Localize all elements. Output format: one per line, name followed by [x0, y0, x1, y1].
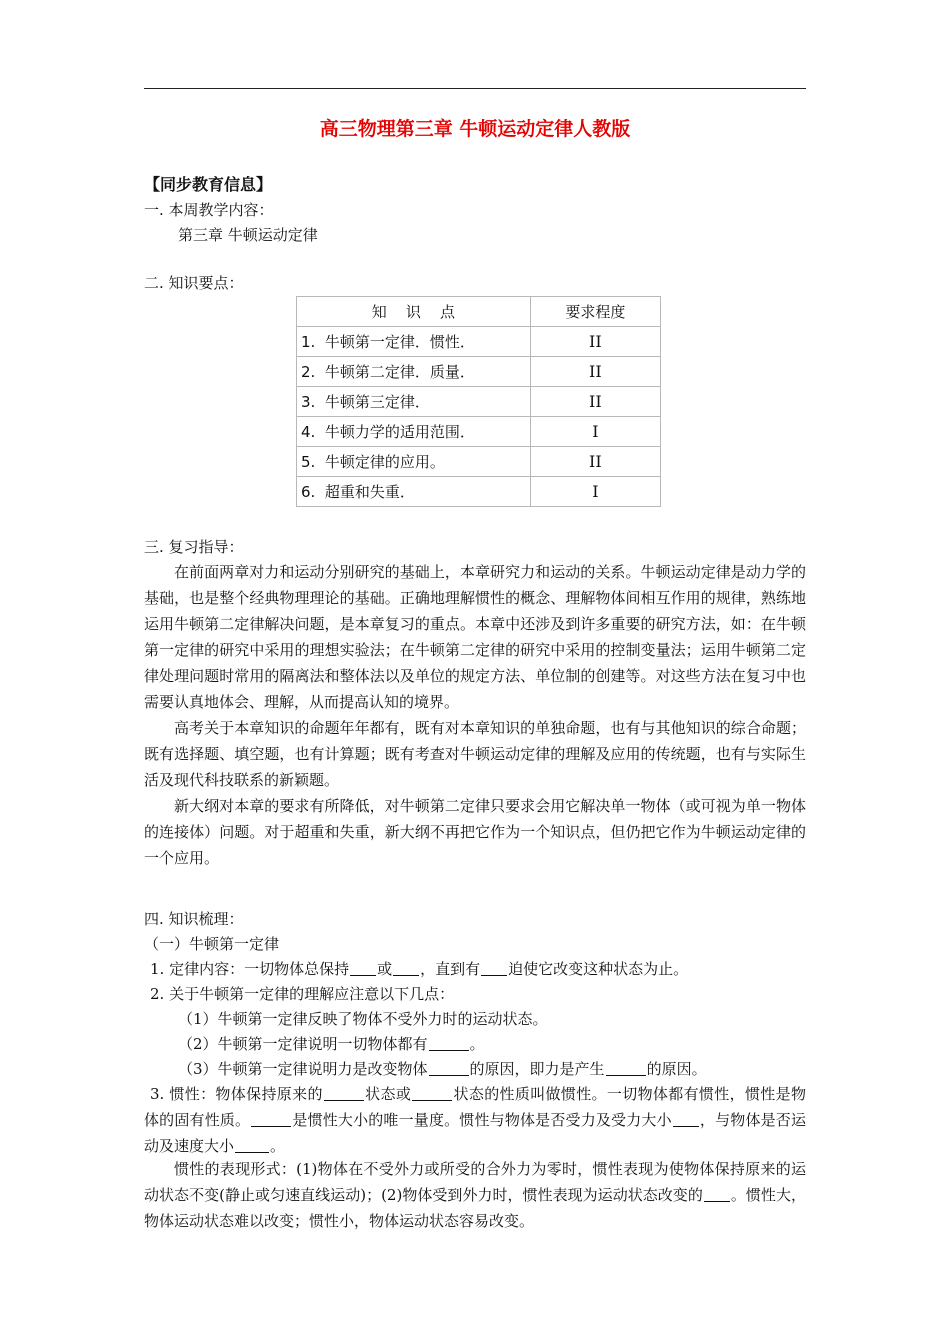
item1-text-b: 或	[377, 960, 393, 978]
table-cell-point: 6. 超重和失重．	[297, 477, 531, 507]
s4-heading: 四. 知识梳理：	[144, 910, 244, 928]
item1-text-a: 1. 定律内容：一切物体总保持	[150, 960, 350, 978]
table-cell-level: I	[530, 417, 660, 447]
fill-blank	[412, 1084, 452, 1101]
table-cell-point: 5. 牛顿定律的应用。	[297, 447, 531, 477]
s3-heading: 三. 复习指导：	[144, 538, 244, 556]
s4-item3	[144, 1081, 806, 1159]
item3-text-a: 3. 惯性：物体保持原来的	[150, 1085, 323, 1103]
item3-text-c: 状态的性质叫做惯性。一切物体都有惯性，惯性是物体的固有性质。	[144, 1085, 806, 1129]
item3-text-f: 。	[270, 1137, 286, 1155]
item3-text-d: 是惯性大小的唯一量度。惯性与物体是否受力及受力大小	[292, 1111, 672, 1129]
s1-heading: 一. 本周教学内容：	[144, 201, 274, 219]
fill-blank	[350, 959, 376, 976]
table-row	[297, 417, 661, 447]
table-row	[297, 447, 661, 477]
s3-body	[144, 559, 806, 871]
s3-paragraph-1: 在前面两章对力和运动分别研究的基础上，本章研究力和运动的关系。牛顿运动定律是动力学的基础，也是整个经典物理理论的基础。正确地理解惯性的概念、理解物体间相互作用的规律，熟练地运用牛顿第二定律解决问题，是本章复习的重点。本章中还涉及到许多重要的研究方法，如：在牛顿第一定律的研究中采用的理想实验法；在牛顿第二定律的研究中采用的控制变量法；运用牛顿第二定律处理问题时常用的隔离法和整体法以及单位的规定方法、单位制的创建等。对这些方法在复习中也需要认真地体会、理解，从而提高认知的境界。	[144, 563, 806, 711]
page-title: 高三物理第三章 牛顿运动定律人教版	[319, 118, 631, 140]
fill-blank	[704, 1185, 730, 1202]
table-row	[297, 387, 661, 417]
section-header: 【同步教育信息】	[144, 175, 273, 194]
s4-item2-2	[144, 1031, 806, 1057]
table-cell-level: II	[530, 357, 660, 387]
fill-blank	[429, 1059, 469, 1076]
table-cell-level: II	[530, 387, 660, 417]
knowledge-points-table	[296, 296, 661, 507]
table-cell-level: I	[530, 477, 660, 507]
s1-content: 第三章 牛顿运动定律	[178, 226, 318, 244]
s4-sub1: （一）牛顿第一定律	[144, 935, 280, 953]
s2-heading: 二. 知识要点：	[144, 274, 244, 292]
fill-blank	[481, 959, 507, 976]
fill-blank	[324, 1084, 364, 1101]
table-row	[297, 357, 661, 387]
item2-3-text-b: 的原因，即力是产生	[469, 1060, 605, 1078]
table-cell-level: II	[530, 447, 660, 477]
item2-2-text-a: （2）牛顿第一定律说明一切物体都有	[178, 1035, 428, 1053]
table-row	[297, 327, 661, 357]
table-cell-point: 2. 牛顿第二定律．质量．	[297, 357, 531, 387]
item2-3-text-c: 的原因。	[646, 1060, 707, 1078]
fill-blank	[606, 1059, 646, 1076]
item4-text-a: 惯性的表现形式：(1)物体在不受外力或所受的合外力为零时，惯性表现为使物体保持原来的运动状态不变(静止或匀速直线运动)；(2)物体受到外力时，惯性表现为运动状态改变的	[144, 1160, 806, 1204]
fill-blank	[251, 1110, 291, 1127]
item1-text-c: ，直到有	[420, 960, 481, 978]
s4-item4	[144, 1156, 806, 1234]
fill-blank	[673, 1110, 699, 1127]
table-header-point: 知 识 点	[297, 297, 531, 327]
fill-blank	[429, 1034, 469, 1051]
table-header-row	[297, 297, 661, 327]
item1-text-d: 迫使它改变这种状态为止。	[508, 960, 689, 978]
table-cell-level: II	[530, 327, 660, 357]
s4-item2-3	[144, 1056, 806, 1082]
table-cell-point: 1. 牛顿第一定律．惯性．	[297, 327, 531, 357]
s4-item1	[144, 956, 806, 982]
item2-3-text-a: （3）牛顿第一定律说明力是改变物体	[178, 1060, 428, 1078]
table-cell-point: 4. 牛顿力学的适用范围．	[297, 417, 531, 447]
s4-item2-1: （1）牛顿第一定律反映了物体不受外力时的运动状态。	[178, 1010, 548, 1028]
table-header-level: 要求程度	[530, 297, 660, 327]
table-row	[297, 477, 661, 507]
s3-paragraph-2: 高考关于本章知识的命题年年都有，既有对本章知识的单独命题，也有与其他知识的综合命题；既有选择题、填空题，也有计算题；既有考查对牛顿运动定律的理解及应用的传统题，也有与实际生活及现代科技联系的新颖题。	[144, 719, 806, 789]
item4-text-b: 。惯性大，物体运动状态难以改变；惯性小，物体运动状态容易改变。	[144, 1186, 806, 1230]
s3-paragraph-3: 新大纲对本章的要求有所降低，对牛顿第二定律只要求会用它解决单一物体（或可视为单一物体的连接体）问题。对于超重和失重，新大纲不再把它作为一个知识点，但仍把它作为牛顿运动定律的一个应用。	[144, 797, 806, 867]
item2-2-text-b: 。	[469, 1035, 485, 1053]
top-rule	[144, 88, 806, 89]
fill-blank	[235, 1136, 269, 1153]
item3-text-b: 状态或	[364, 1085, 412, 1103]
fill-blank	[393, 959, 419, 976]
item3-text-e: ，与物体是否运动及速度大小	[144, 1111, 806, 1155]
table-cell-point: 3. 牛顿第三定律．	[297, 387, 531, 417]
s4-item2: 2. 关于牛顿第一定律的理解应注意以下几点：	[150, 985, 455, 1003]
